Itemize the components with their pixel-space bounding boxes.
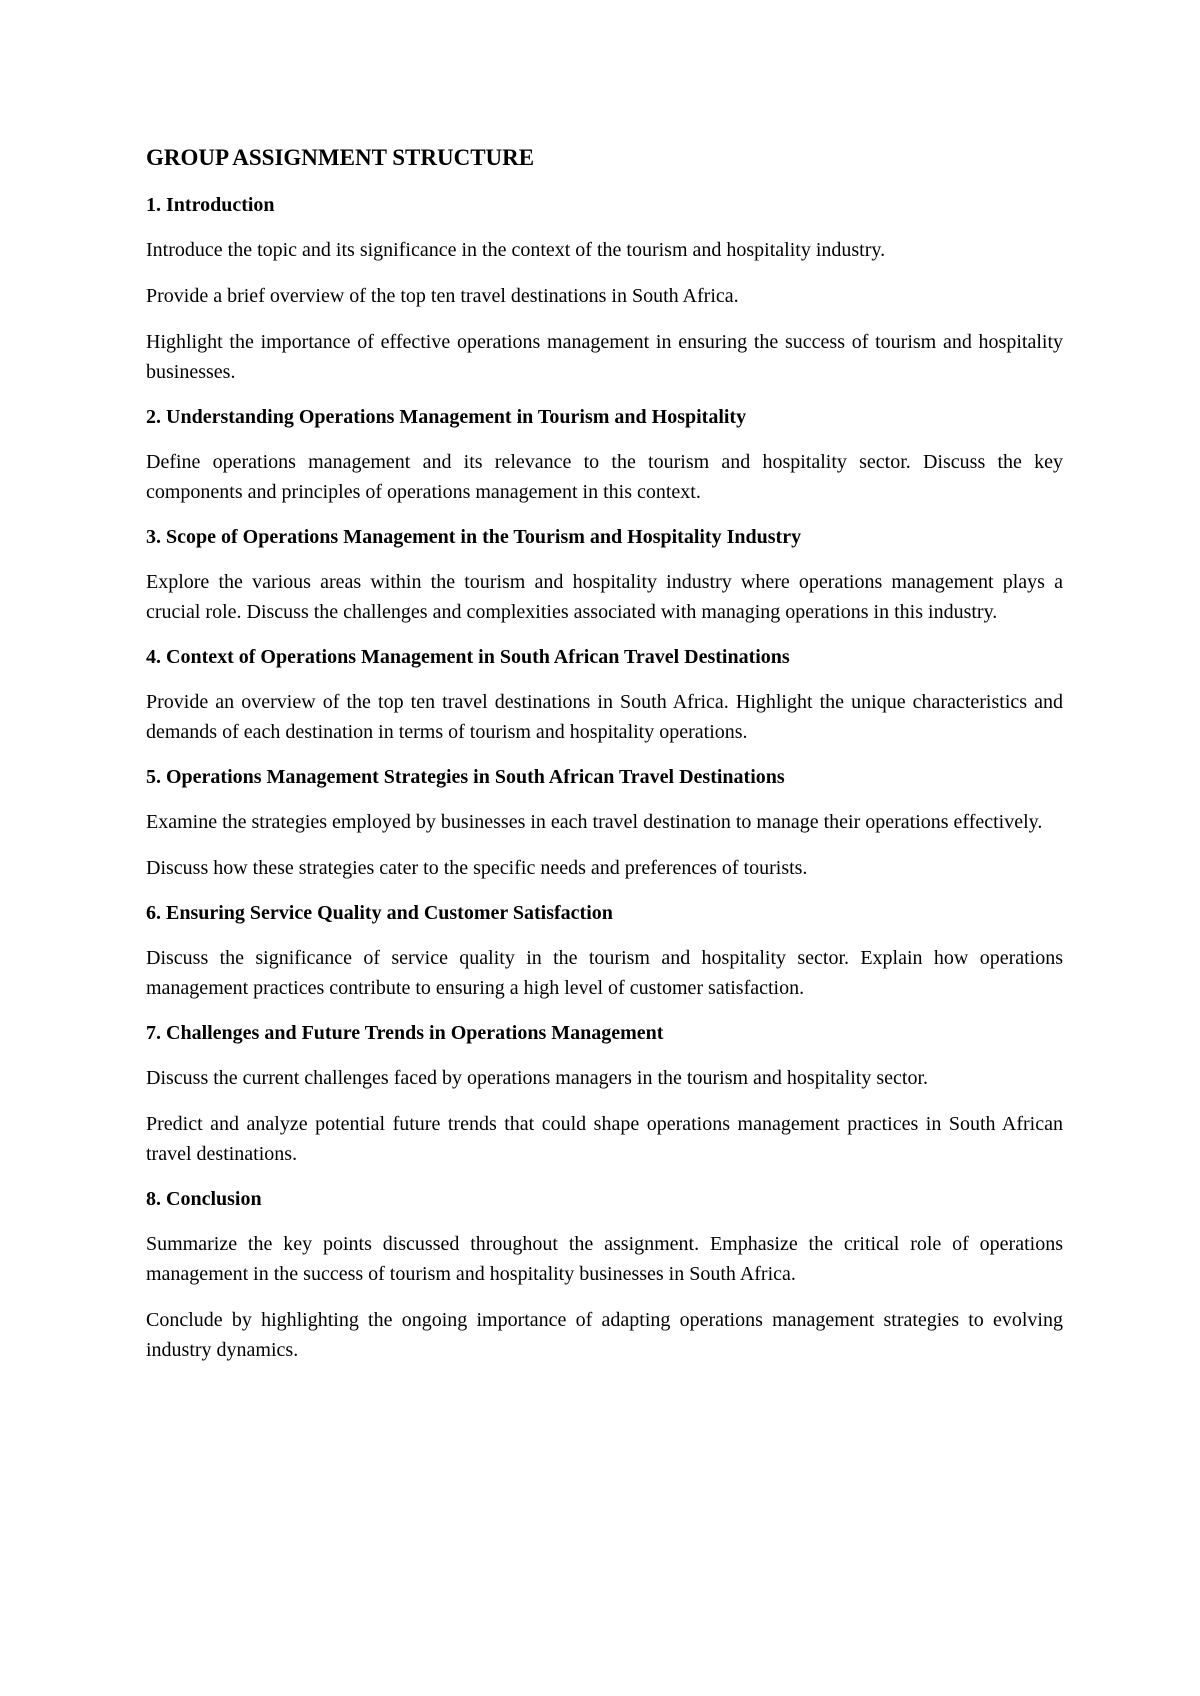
section-paragraph: Discuss the significance of service quality in the tourism and hospitality sector. Explain how operations management practices contribute to ensuring a high level of customer satisfaction.	[146, 947, 1063, 999]
section-paragraph: Conclude by highlighting the ongoing importance of adapting operations management strategies to evolving industry dynamics.	[146, 1309, 1063, 1361]
section-conclusion	[146, 1185, 1063, 1365]
section-strategies	[146, 763, 1063, 883]
section-heading: 4. Context of Operations Management in South African Travel Destinations	[146, 646, 790, 668]
section-paragraph: Introduce the topic and its significance in the context of the tourism and hospitality industry.	[146, 239, 886, 261]
section-challenges	[146, 1019, 1063, 1169]
section-paragraph: Highlight the importance of effective operations management in ensuring the success of tourism and hospitality businesses.	[146, 331, 1063, 383]
section-paragraph: Discuss how these strategies cater to the specific needs and preferences of tourists.	[146, 857, 808, 879]
section-heading: 1. Introduction	[146, 194, 275, 216]
section-paragraph: Provide a brief overview of the top ten travel destinations in South Africa.	[146, 285, 739, 307]
section-heading: 7. Challenges and Future Trends in Operations Management	[146, 1022, 664, 1044]
section-paragraph: Discuss the current challenges faced by operations managers in the tourism and hospitality sector.	[146, 1067, 929, 1089]
section-heading: 2. Understanding Operations Management in Tourism and Hospitality	[146, 406, 747, 428]
section-heading: 5. Operations Management Strategies in South African Travel Destinations	[146, 766, 785, 788]
section-introduction	[146, 191, 1063, 387]
section-service-quality	[146, 899, 1063, 1003]
section-context	[146, 643, 1063, 747]
document-title: GROUP ASSIGNMENT STRUCTURE	[146, 145, 535, 170]
section-scope	[146, 523, 1063, 627]
section-paragraph: Summarize the key points discussed throughout the assignment. Emphasize the critical role of operations management in the success of tourism and hospitality businesses in South Africa.	[146, 1233, 1063, 1285]
section-paragraph: Define operations management and its relevance to the tourism and hospitality sector. Discuss the key components and principles of operations management in this context.	[146, 451, 1063, 503]
section-paragraph: Examine the strategies employed by businesses in each travel destination to manage their operations effectively.	[146, 811, 1043, 833]
section-understanding	[146, 403, 1063, 507]
section-paragraph: Provide an overview of the top ten travel destinations in South Africa. Highlight the unique characteristics and demands of each destination in terms of tourism and hospitality operations.	[146, 691, 1063, 743]
section-heading: 3. Scope of Operations Management in the Tourism and Hospitality Industry	[146, 526, 802, 548]
section-heading: 8. Conclusion	[146, 1188, 262, 1210]
section-paragraph: Explore the various areas within the tourism and hospitality industry where operations management plays a crucial role. Discuss the challenges and complexities associated with managing operations in this industry.	[146, 571, 1063, 623]
section-heading: 6. Ensuring Service Quality and Customer Satisfaction	[146, 902, 613, 924]
section-paragraph: Predict and analyze potential future trends that could shape operations management practices in South African travel destinations.	[146, 1113, 1063, 1165]
